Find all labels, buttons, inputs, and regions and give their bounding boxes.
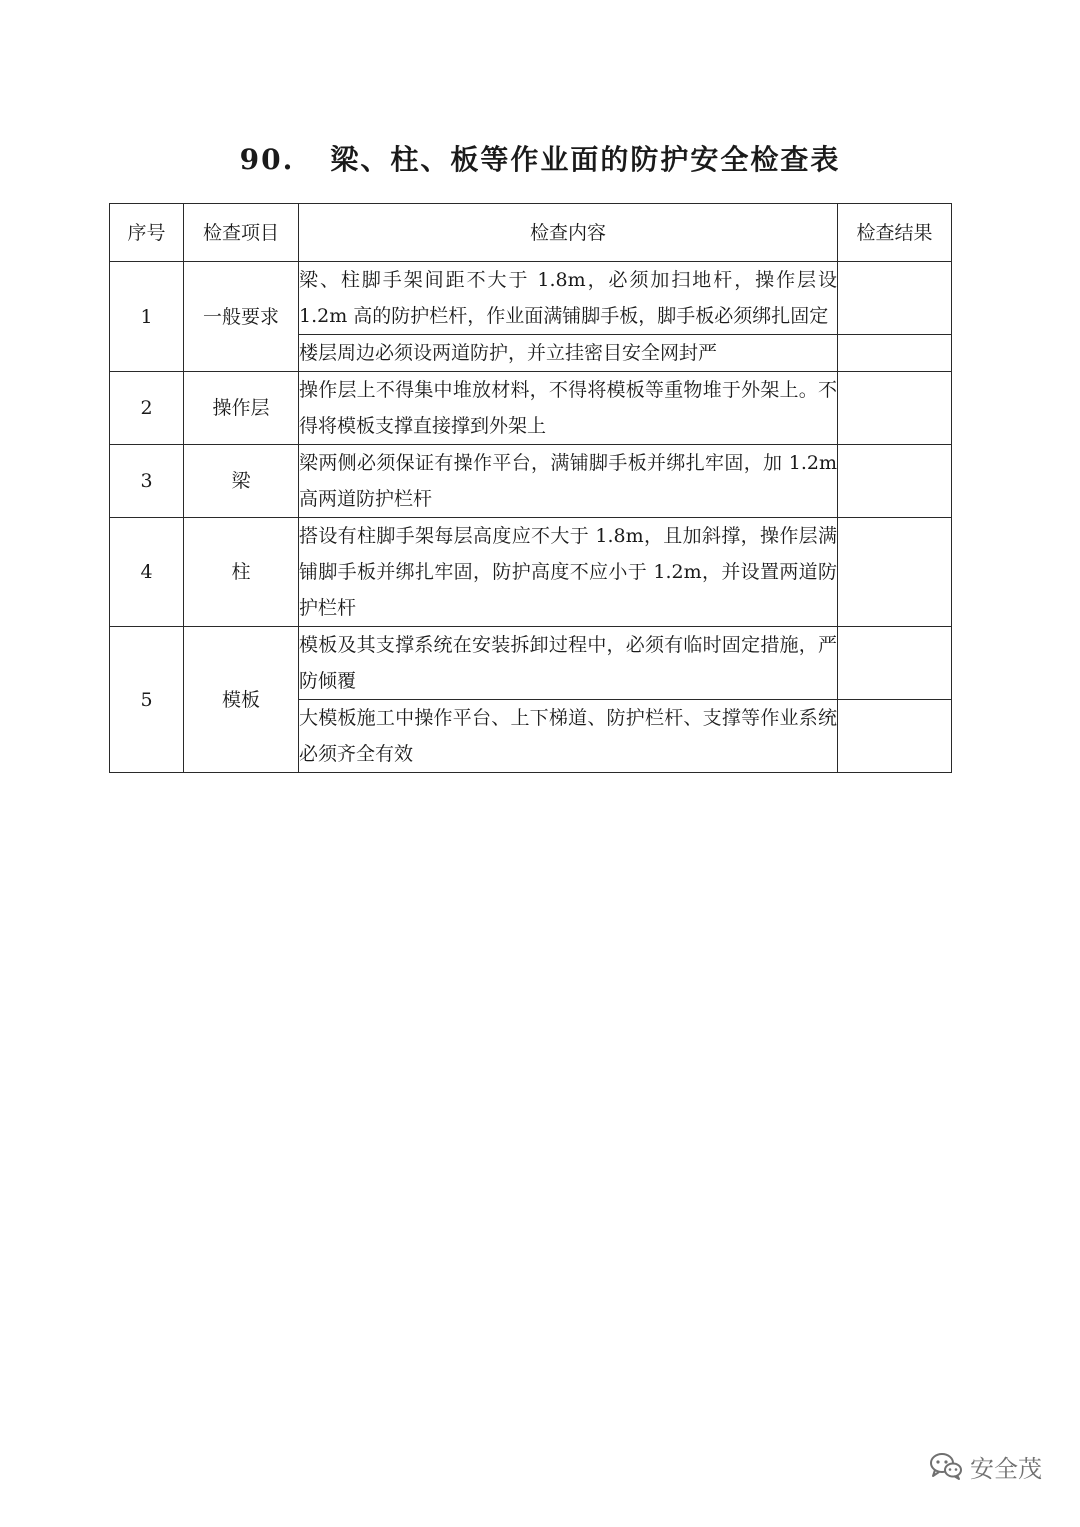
row-item: 操作层 [184,372,299,445]
row-number: 1 [110,262,184,372]
row-content: 操作层上不得集中堆放材料，不得将模板等重物堆于外架上。不得将模板支撑直接撑到外架上 [299,372,838,445]
row-result-cell[interactable] [838,372,952,445]
header-content: 检查内容 [299,204,838,262]
wechat-icon [928,1451,964,1481]
row-number: 3 [110,445,184,518]
title-number: 90. [239,143,295,176]
table-row [110,372,952,445]
header-result: 检查结果 [838,204,952,262]
row-content: 梁、柱脚手架间距不大于 1.8m，必须加扫地杆，操作层设 1.2m 高的防护栏杆，作业面满铺脚手板，脚手板必须绑扎固定 [299,262,838,335]
row-item: 柱 [184,518,299,627]
row-result-cell[interactable] [838,445,952,518]
row-content: 梁两侧必须保证有操作平台，满铺脚手板并绑扎牢固，加 1.2m 高两道防护栏杆 [299,445,838,518]
row-item: 梁 [184,445,299,518]
row-item: 一般要求 [184,262,299,372]
row-result-cell[interactable] [838,335,952,372]
row-number: 4 [110,518,184,627]
watermark [928,1446,1042,1486]
checklist-table [109,203,952,773]
header-item: 检查项目 [184,204,299,262]
row-number: 5 [110,627,184,773]
table-header-row [110,204,952,262]
title-text: 梁、柱、板等作业面的防护安全检查表 [330,143,841,176]
row-result-cell[interactable] [838,627,952,700]
header-no: 序号 [110,204,184,262]
table-row [110,445,952,518]
row-content: 搭设有柱脚手架每层高度应不大于 1.8m，且加斜撑，操作层满铺脚手板并绑扎牢固，防护高度不应小于 1.2m，并设置两道防护栏杆 [299,518,838,627]
row-content: 楼层周边必须设两道防护，并立挂密目安全网封严 [299,335,838,372]
row-content: 模板及其支撑系统在安装拆卸过程中，必须有临时固定措施，严防倾覆 [299,627,838,700]
row-result-cell[interactable] [838,700,952,773]
page-title [0,138,1080,178]
row-result-cell[interactable] [838,518,952,627]
table-row [110,627,952,700]
row-item: 模板 [184,627,299,773]
row-number: 2 [110,372,184,445]
table-row [110,262,952,335]
row-content: 大模板施工中操作平台、上下梯道、防护栏杆、支撑等作业系统必须齐全有效 [299,700,838,773]
row-result-cell[interactable] [838,262,952,335]
table-row [110,518,952,627]
watermark-text: 安全茂 [970,1454,1042,1483]
